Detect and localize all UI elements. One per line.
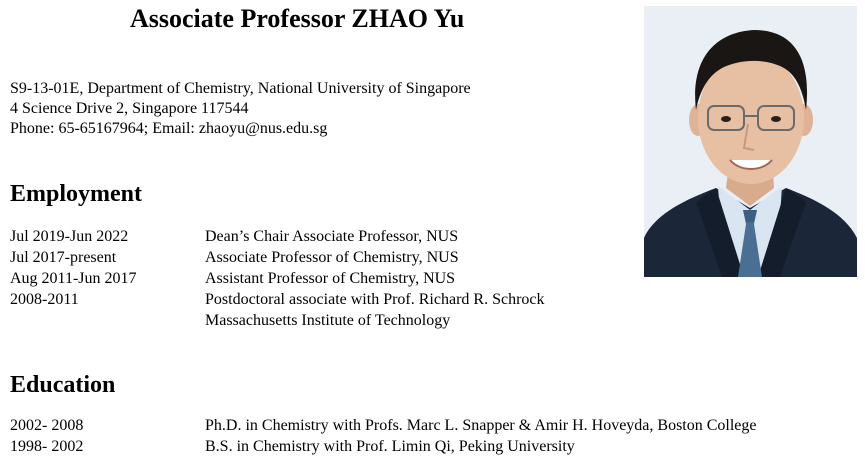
employment-list	[10, 226, 545, 331]
education-row	[10, 436, 757, 457]
contact-block	[10, 79, 471, 139]
employment-row	[10, 247, 545, 268]
address-line: 4 Science Drive 2, Singapore 117544	[10, 100, 249, 117]
employment-detail-line: Postdoctoral associate with Prof. Richard R. Schrock	[205, 291, 545, 308]
education-heading: Education	[10, 372, 116, 398]
employment-detail	[205, 226, 458, 247]
education-detail	[205, 436, 575, 457]
employment-heading: Employment	[10, 181, 142, 207]
education-detail-line: B.S. in Chemistry with Prof. Limin Qi, Peking University	[205, 438, 575, 455]
employment-detail-line: Dean’s Chair Associate Professor, NUS	[205, 228, 459, 245]
education-detail	[205, 415, 757, 436]
portrait-photo	[644, 6, 857, 277]
employment-row	[10, 226, 545, 247]
phone-email-line: Phone: 65-65167964; Email: zhaoyu@nus.edu.sg	[10, 120, 328, 137]
employment-detail	[205, 268, 455, 289]
address-line: S9-13-01E, Department of Chemistry, National University of Singapore	[10, 80, 471, 97]
employment-detail-line: Massachusetts Institute of Technology	[205, 312, 451, 329]
page-title: Associate Professor ZHAO Yu	[130, 4, 465, 33]
employment-date: Jul 2017-present	[10, 249, 117, 266]
education-list	[10, 415, 757, 457]
employment-detail-line: Assistant Professor of Chemistry, NUS	[205, 270, 456, 287]
education-date: 2002- 2008	[10, 417, 84, 434]
employment-row	[10, 289, 545, 331]
employment-row	[10, 268, 545, 289]
employment-date: Jul 2019-Jun 2022	[10, 228, 129, 245]
employment-date: 2008-2011	[10, 291, 79, 308]
education-detail-line: Ph.D. in Chemistry with Profs. Marc L. Snapper & Amir H. Hoveyda, Boston College	[205, 417, 757, 434]
education-date: 1998- 2002	[10, 438, 84, 455]
employment-detail	[205, 247, 459, 268]
employment-date: Aug 2011-Jun 2017	[10, 270, 137, 287]
employment-detail-line: Associate Professor of Chemistry, NUS	[205, 249, 459, 266]
employment-detail	[205, 289, 545, 331]
portrait-icon	[644, 6, 857, 277]
education-row	[10, 415, 757, 436]
